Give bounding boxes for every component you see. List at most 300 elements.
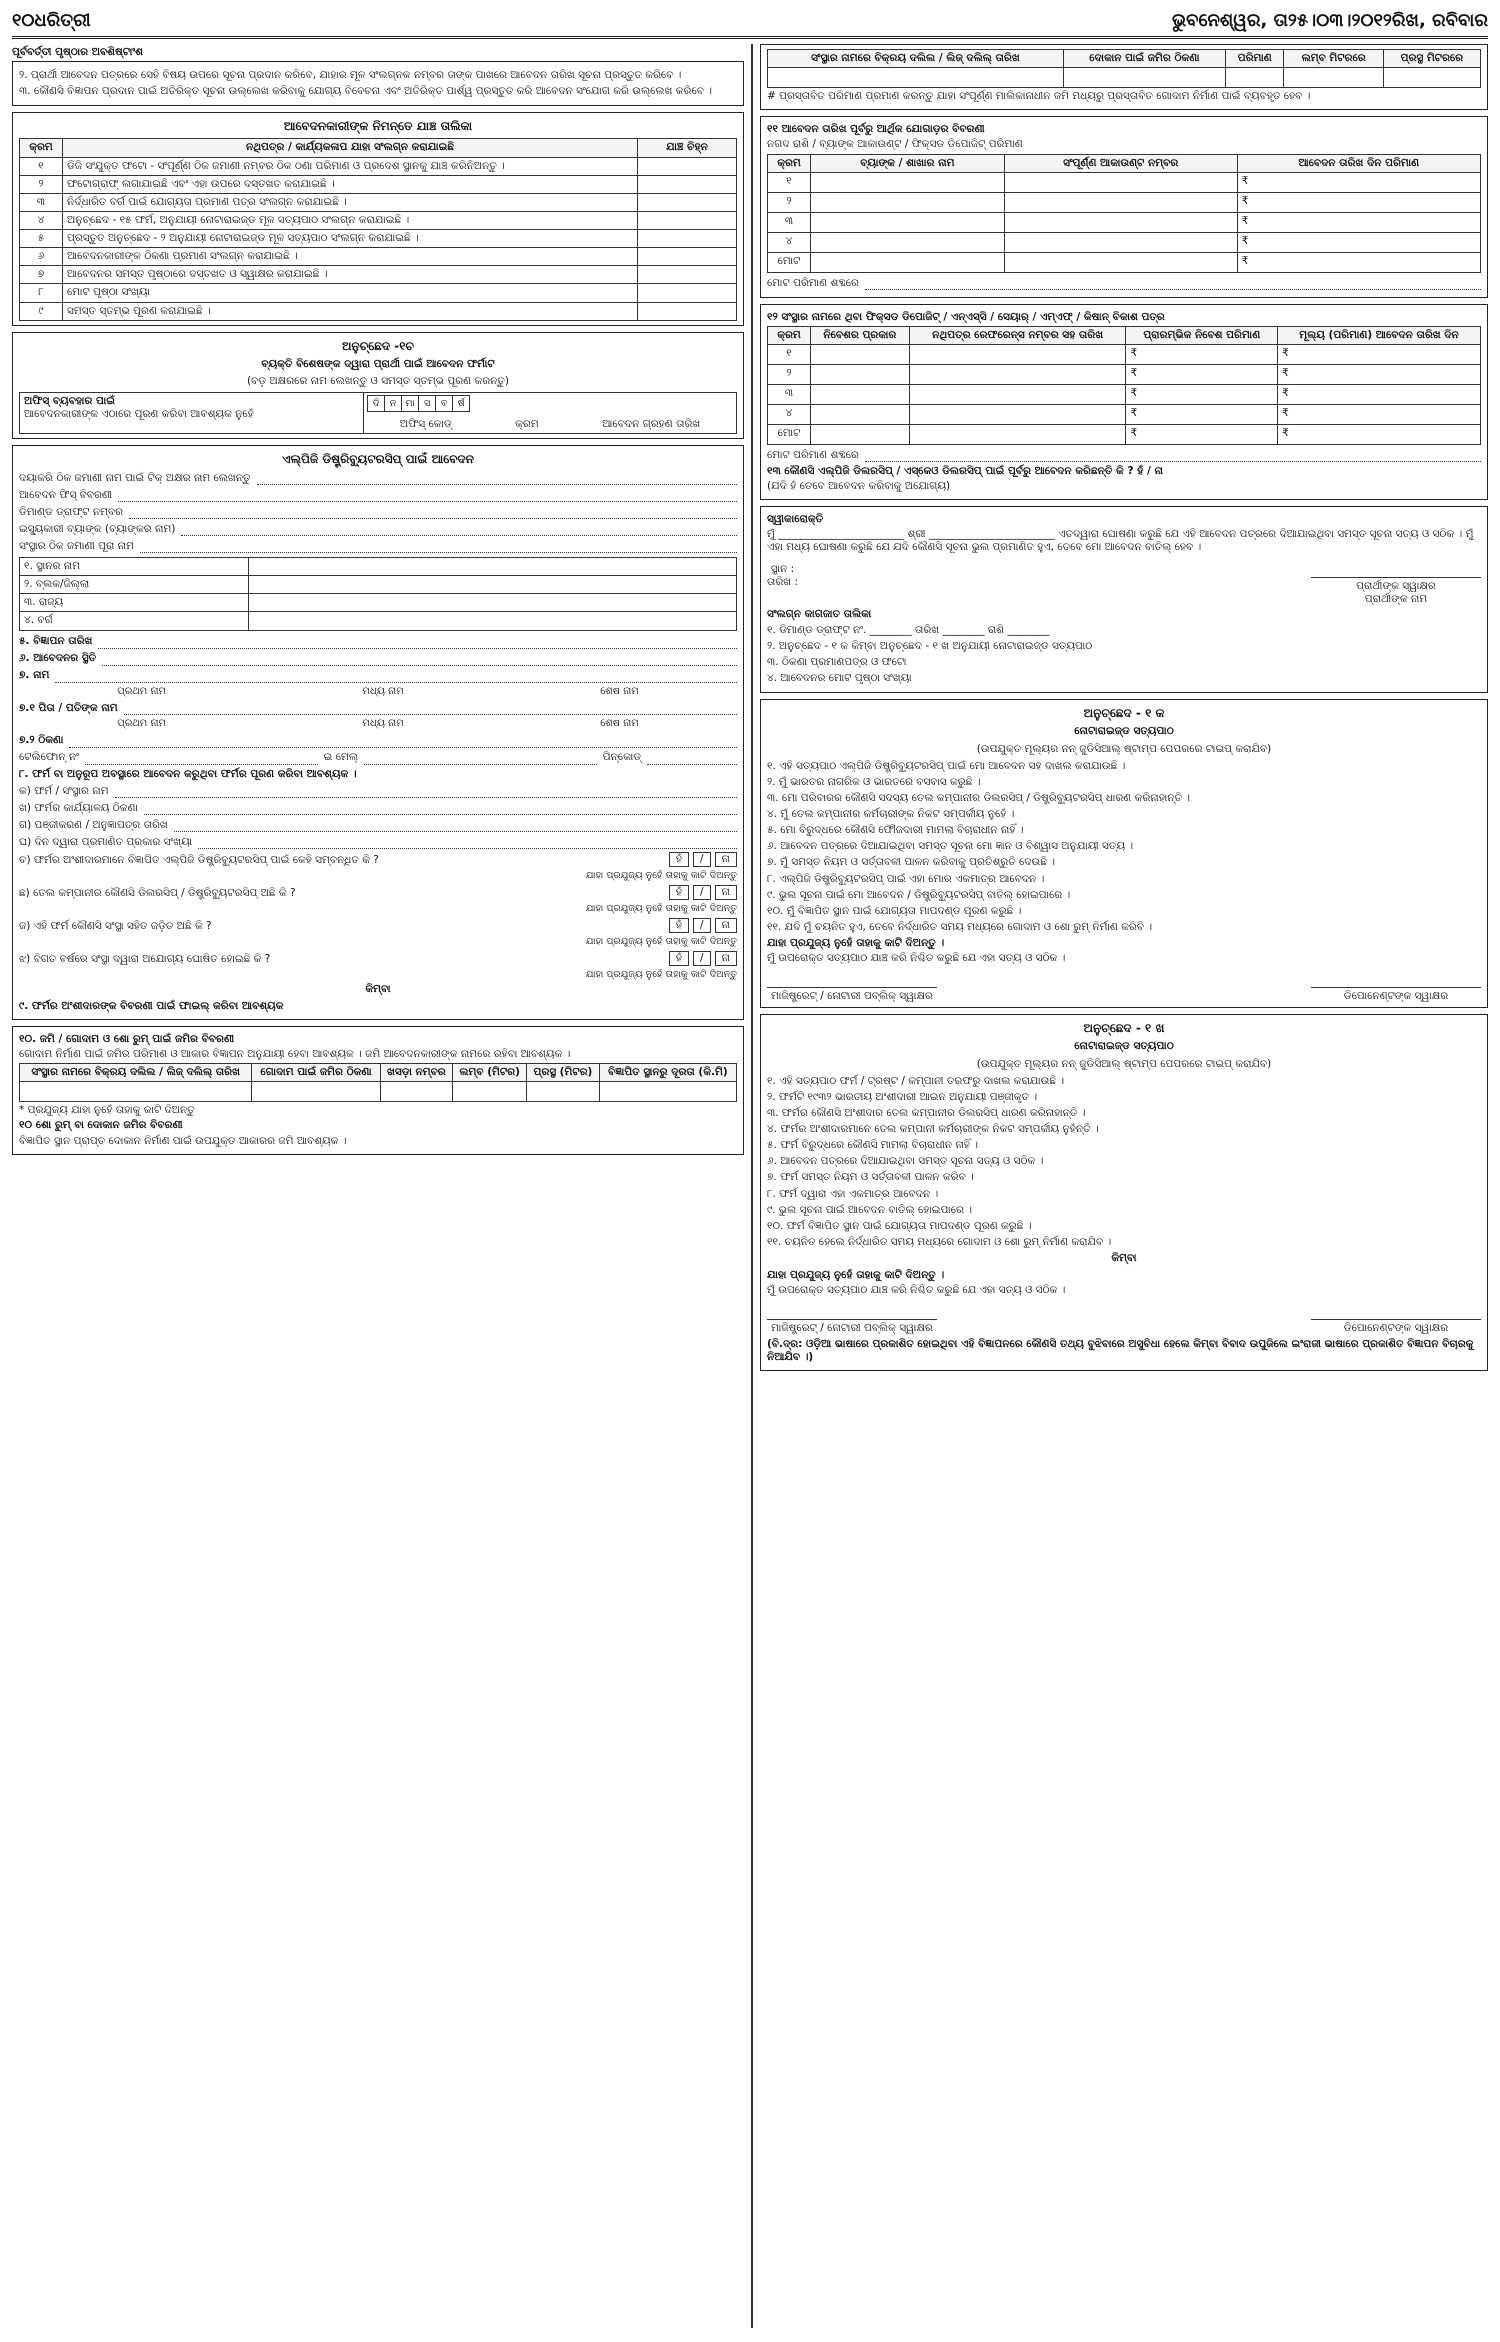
table-row [20, 558, 737, 576]
row-number: ୪ [20, 211, 63, 229]
investment-table [767, 326, 1481, 445]
application-section [12, 445, 744, 1020]
declaration-sign-row [767, 563, 1481, 606]
col-header: ଆବେଦନ ତାରିଖ ଦିନ ପରିମାଣ [1237, 154, 1480, 172]
yes-no-question [19, 852, 737, 867]
row-label: ୧. ସ୍ଥାନର ନାମ [20, 558, 249, 576]
table-row [768, 424, 1481, 444]
row-input[interactable] [249, 558, 737, 576]
yes-no-choice[interactable] [669, 951, 737, 966]
table-cell[interactable] [811, 192, 1005, 212]
receipt-label: ଆବେଦନକାରୀଙ୍କ ଏଠାରେ ପୂରଣ କରିବା ଆବଶ୍ୟକ ନୁହେଁ [24, 408, 254, 420]
or-divider: କିମ୍ବା [365, 982, 391, 995]
row-number: ମୋଟ [768, 424, 811, 444]
affidavit-a-footer: ଯାହା ପ୍ରଯୁଜ୍ୟ ନୁହେଁ ତାହାକୁ କାଟି ଦିଅନ୍ତୁ । [767, 937, 945, 949]
table-cell[interactable] [768, 68, 1064, 88]
declaration-text: ମୁଁ ________________________ ଶ୍ରୀ ________________________ ଏତଦ୍ୱାରା ଘୋଷଣା କରୁଛି ଯେ ଏହି ଆବେଦନ ପତ୍ରରେ ଦିଆଯାଇଥିବା ସମସ୍ତ ସୂଚନା ସତ୍ୟ ଓ ସଠିକ । ମୁଁ ଏହା ମଧ୍ୟ ଘୋଷଣା କରୁଛି ଯେ ଯଦି କୌଣସି ସୂଚନା ଭୁଲ ପ୍ରମାଣିତ ହୁଏ, ତେବେ ମୋ ଆବେଦନ ବାତିଲ୍ ହେବ । [767, 528, 1474, 554]
date-box[interactable]: ବ [435, 395, 453, 412]
amount-cell[interactable]: ₹ [1278, 364, 1481, 384]
shop-land-footnote: # ପ୍ରସ୍ତାବିତ ପରିମାଣ ପ୍ରମାଣ କରନ୍ତୁ ଯାହା ସଂପୂର୍ଣ୍ଣ ମାଲିକାନାଧୀନ ଜମି ମଧ୍ୟରୁ ପ୍ରସ୍ତାବିତ ଗୋଦାମ ନିର୍ମାଣ ପାଇଁ ବ୍ୟବହୃତ ହେବ । [767, 90, 1311, 103]
form-field [19, 635, 737, 649]
name-part-label: ମଧ୍ୟ ନାମ [362, 718, 404, 729]
col-header: ପ୍ରସ୍ଥ (ମିଟର) [527, 1064, 599, 1082]
field-input[interactable] [69, 734, 737, 748]
left-column [12, 44, 744, 2328]
affidavit-clause: ୯. ଭୁଲ ସୂଚନା ପାଇଁ ଆବେଦନ ବାତିଲ୍ ହୋଇପାରେ । [767, 1203, 972, 1216]
col-header: ବ୍ୟାଙ୍କ / ଶାଖାର ନାମ [811, 154, 1005, 172]
affidavit-b-verify: ମୁଁ ଉପରୋକ୍ତ ସତ୍ୟପାଠ ଯାଞ୍ଚ କରି ନିଶ୍ଚିତ କରୁଛି ଯେ ଏହା ସତ୍ୟ ଓ ସଠିକ । [767, 1284, 1066, 1297]
yes-no-choice[interactable] [669, 852, 737, 867]
total-words-field[interactable] [865, 448, 1481, 462]
field-label: ଘ) ଦିନ ଦ୍ୱାରା ପ୍ରମାଣିତ ପ୍ରକାର ସଂଖ୍ୟା [19, 835, 193, 848]
table-row [20, 157, 737, 175]
affidavit-b-note: (ଉପଯୁକ୍ତ ମୂଲ୍ୟର ନନ୍ ଜୁଡିସିଆଲ୍ ଷ୍ଟାମ୍ପ ପେପରରେ ଟାଇପ୍ କରାଯିବ) [976, 1057, 1272, 1070]
form-field [19, 835, 737, 849]
location-table [19, 557, 737, 631]
amount-cell[interactable]: ₹ [1126, 364, 1278, 384]
form-field [19, 801, 737, 815]
affidavit-clause: ୪. ଫର୍ମର ଅଂଶୀଦାରମାନେ ତେଲ କମ୍ପାନୀ କର୍ମଚାରୀଙ୍କ ନିକଟ ସମ୍ପର୍କୀୟ ନୁହଁନ୍ତି । [767, 1123, 1099, 1135]
field-label: ଗ) ପଞ୍ଜୀକରଣ / ଅନୁଜ୍ଞାପତ୍ର ତାରିଖ [19, 818, 168, 831]
choice-option[interactable]: / [693, 951, 711, 966]
name-part-label: ଶେଷ ନାମ [600, 718, 639, 729]
office-code-label: ଅଫିସ୍ କୋଡ୍ [399, 417, 452, 430]
col-header: ବିଜ୍ଞାପିତ ସ୍ଥାନରୁ ଦୂରତା (କି.ମି) [599, 1064, 736, 1082]
field-input[interactable] [102, 652, 737, 666]
row-input[interactable] [249, 612, 737, 630]
amount-cell[interactable]: ₹ [1278, 404, 1481, 424]
question-text: ଛ) ତେଲ କମ୍ପାନୀର କୌଣସି ଡିଲରସିପ୍ / ଡିଷ୍ଟ୍ରିବ୍ୟୁଟରସିପ୍ ଅଛି କି ? [19, 886, 296, 899]
form-field [19, 701, 737, 715]
table-cell[interactable] [1383, 68, 1480, 88]
row-item: ପ୍ରସ୍ତୁତ ଅନୁଚ୍ଛେଦ - ୨ ଅନୁଯାୟୀ ନୋଟାରାଇଜ୍ଡ ମୂଳ ସତ୍ୟପାଠ ସଂଲଗ୍ନ କରାଯାଇଛି । [63, 230, 638, 248]
col-header: ନିବେଶର ପ୍ରକାର [811, 326, 910, 344]
table-row [768, 232, 1481, 252]
field-input[interactable] [174, 818, 737, 832]
table-row [20, 612, 737, 630]
choice-option[interactable]: ହଁ [669, 852, 689, 867]
intro-item: ୨. ପ୍ରାର୍ଥୀ ଆବେଦନ ପତ୍ରରେ ସେହି ବିଷୟ ଉପରେ ସୂଚନା ପ୍ରଦାନ କରିବେ, ଯାହାର ମୂଳ ସଂଲଗ୍ନକ ନମ୍ବର ତାଙ୍କ ପାଖରେ ଆବେଦନ ତାରିଖ ସୂଚନା ପ୍ରସ୍ତୁତ କରିବେ । [19, 69, 682, 82]
row-item: ମୋଟ ପୃଷ୍ଠା ସଂଖ୍ୟା [63, 284, 638, 302]
table-row [768, 364, 1481, 384]
row-number: ୨ [20, 175, 63, 193]
amount-cell[interactable]: ₹ [1278, 384, 1481, 404]
showroom-text: ବିଜ୍ଞାପିତ ସ୍ଥାନ ପ୍ରାପ୍ତ ଦୋକାନ ନିର୍ମାଣ ପାଇଁ ଉପଯୁକ୍ତ ଆକାରର ଜମି ଆବଶ୍ୟକ । [19, 1134, 347, 1147]
affidavit-b-subtitle: ନୋଟାରାଇଜ୍ଡ ସତ୍ୟପାଠ [1074, 1040, 1174, 1053]
signature-label: ପ୍ରାର୍ଥୀଙ୍କ ସ୍ୱାକ୍ଷର [1356, 579, 1436, 592]
check-box[interactable] [638, 266, 737, 284]
finance-table [767, 154, 1481, 273]
showroom-title: ୧୦ ଶୋ ରୁମ୍ ବା ଦୋକାନ ଜମିର ବିବରଣୀ [19, 1119, 183, 1132]
land-footnote: * ପ୍ରଯୁଜ୍ୟ ଯାହା ନୁହେଁ ତାହାକୁ କାଟି ଦିଅନ୍ତୁ [19, 1104, 195, 1117]
sign-label: ଡିପୋନେଣ୍ଟଙ୍କ ସ୍ୱାକ୍ଷର [1343, 1322, 1449, 1335]
col-header: ସଂସ୍ଥାର ନାମରେ ବିକ୍ରୟ ଦଲିଲ / ଲିଜ୍ ଦଲିଲ୍ ତାରିଖ [768, 50, 1064, 68]
field-input[interactable] [55, 669, 737, 683]
form-field [19, 818, 737, 832]
field-label: ଡିମାଣ୍ଡ ଡ୍ରାଫ୍ଟ ନମ୍ବର [19, 505, 124, 518]
amount-cell[interactable]: ₹ [1237, 172, 1480, 192]
affidavit-b-sign-row [767, 1305, 1481, 1335]
land-title: ୧୦. ଜମି / ଗୋଦାମ ଓ ଶୋ ରୁମ୍ ପାଇଁ ଜମିର ବିବରଣୀ [19, 1032, 235, 1045]
office-use-table [19, 392, 737, 434]
affidavit-a-note: (ଉପଯୁକ୍ତ ମୂଲ୍ୟର ନନ୍ ଜୁଡିସିଆଲ୍ ଷ୍ଟାମ୍ପ ପେପରରେ ଟାଇପ୍ କରାଯିବ) [976, 742, 1272, 755]
row-input[interactable] [249, 576, 737, 594]
row-item: ଫଟୋଗ୍ରାଫ୍ ଲଗାଯାଇଛି ଏବଂ ଏହା ଉପରେ ଦସ୍ତଖତ କରାଯାଇଛି । [63, 175, 638, 193]
field-input[interactable] [124, 701, 737, 715]
affidavit-clause: ୯. ଭୁଲ ସୂଚନା ପାଇଁ ମୋ ଆବେଦନ / ଡିଷ୍ଟ୍ରିବ୍ୟୁଟରସିପ୍ ବାତିଲ୍ ହୋଇପାରେ । [767, 888, 1071, 901]
row-item: ଅନୁଚ୍ଛେଦ - ୧୫ ଫର୍ମ, ଅନୁଯାୟୀ ନୋଟାରାଇଜ୍ଡ ମୂଳ ସତ୍ୟପାଠ ସଂଲଗ୍ନ କରାଯାଇଛି । [63, 211, 638, 229]
finance-total-words [767, 276, 1481, 290]
date-box[interactable]: ର୍ଷ [452, 395, 470, 412]
col-header: ଦୋକାନ ପାଇଁ ଜମିର ଠିକଣା [1063, 50, 1225, 68]
enclosure-item: ୨. ଅନୁଚ୍ଛେଦ - ୧ କ କିମ୍ବା ଅନୁଚ୍ଛେଦ - ୧ ଖ ଅନୁଯାୟୀ ନୋଟାରାଇଜ୍ଡ ସତ୍ୟପାଠ [767, 640, 1093, 652]
affidavit-clause: ୨. ଫର୍ମଟି ୧୯୩୨ ଭାରତୀୟ ଅଂଶୀଦାରୀ ଆଇନ ଅନୁଯାୟୀ ପଞ୍ଜୀକୃତ । [767, 1090, 1038, 1103]
question-text: ଝ) ବିଗତ ବର୍ଷରେ ସଂସ୍ଥା ଦ୍ୱାରା ଅଯୋଗ୍ୟ ଘୋଷିତ ହୋଇଛି କି ? [19, 952, 271, 965]
row-label: ୩. ରାଜ୍ୟ [20, 594, 249, 612]
table-cell[interactable] [811, 212, 1005, 232]
table-cell[interactable] [599, 1082, 736, 1102]
date-box[interactable]: ଦି [367, 395, 385, 412]
email-field[interactable] [364, 751, 597, 765]
table-row [20, 302, 737, 320]
choice-option[interactable]: ନା [715, 852, 737, 867]
signature-line[interactable] [767, 973, 937, 988]
shop-land-table [767, 49, 1481, 88]
choice-option[interactable]: ହଁ [669, 918, 689, 933]
date-box[interactable]: ସ [418, 395, 436, 412]
form-field [19, 669, 737, 683]
amount-cell[interactable]: ₹ [1126, 424, 1278, 444]
row-label: ୪. ବର୍ଗ [20, 612, 249, 630]
table-row [768, 384, 1481, 404]
affidavit-clause: ୬. ଆବେଦନ ପତ୍ରରେ ଦିଆଯାଇଥିବା ସମସ୍ତ ସୂଚନା ସତ୍ୟ ଓ ସଠିକ । [767, 1155, 1044, 1168]
affidavit-clause: ୩. ଫର୍ମର କୌଣସି ଅଂଶୀଦାର ତେଲ କମ୍ପାନୀର ଡିଲରସିପ୍ ଧାରଣ କରିନାହାନ୍ତି । [767, 1106, 1086, 1119]
enclosure-item: ୧. ଡିମାଣ୍ଡ ଡ୍ରାଫ୍ଟ ନଂ. ________ ତାରିଖ ________ ରାଶି ________ [767, 623, 1050, 636]
row-item: ନିର୍ଦ୍ଧାରିତ ବର୍ଗ ପାଇଁ ଯୋଗ୍ୟତା ପ୍ରମାଣ ପତ୍ର ସଂଲଗ୍ନ କରାଯାଇଛି । [63, 193, 638, 211]
affidavit-clause: ୧୧. ଚୟନିତ ହେଲେ ନିର୍ଦ୍ଧାରିତ ସମୟ ମଧ୍ୟରେ ଗୋଦାମ ଓ ଶୋ ରୁମ୍ ନିର୍ମାଣ କରାଯିବ । [767, 1235, 1112, 1248]
annex-subtitle: ବ୍ୟକ୍ତି ବିଶେଷଙ୍କ ଦ୍ୱାରା ପ୍ରାର୍ଥୀ ପାଇଁ ଆବେଦନ ଫର୍ମାଟ [261, 357, 495, 370]
question-text: ଜ) ଏହି ଫର୍ମ କୌଣସି ସଂସ୍ଥା ସହିତ ଜଡ଼ିତ ଅଛି କି ? [19, 919, 212, 932]
table-cell[interactable] [1226, 68, 1284, 88]
row-number: ୩ [20, 193, 63, 211]
row-item: ସମସ୍ତ ସ୍ତମ୍ଭ ପୂରଣ କରାଯାଇଛି । [63, 302, 638, 320]
col-header: ଯାଞ୍ଚ ଚିହ୍ନ [638, 139, 737, 157]
table-row [768, 172, 1481, 192]
affidavit-clause: ୧୦. ମୁଁ ବିଜ୍ଞାପିତ ସ୍ଥାନ ପାଇଁ ଯୋଗ୍ୟତା ମାପଦଣ୍ଡ ପୂରଣ କରୁଛି । [767, 904, 1022, 917]
row-number: ୯ [20, 302, 63, 320]
land-table [19, 1063, 737, 1102]
row-number: ୨ [768, 192, 811, 212]
choice-option[interactable]: / [693, 885, 711, 900]
row-number: ୩ [768, 212, 811, 232]
enclosure-item: ୪. ଆବେଦନର ମୋଟ ପୃଷ୍ଠା ସଂଖ୍ୟା [767, 672, 912, 685]
telephone-label: ଟେଲିଫୋନ୍ ନଂ [19, 751, 79, 764]
choice-option[interactable]: ହଁ [669, 951, 689, 966]
received-date-label: ଆବେଦନ ଗ୍ରହଣ ତାରିଖ [602, 417, 701, 430]
table-cell[interactable] [811, 344, 910, 364]
check-box[interactable] [638, 248, 737, 266]
checklist-title: ଆବେଦନକାରୀଙ୍କ ନିମନ୍ତେ ଯାଞ୍ଚ ତାଲିକା [283, 119, 473, 134]
row-number: ୫ [20, 230, 63, 248]
annex-section [12, 332, 744, 439]
check-box[interactable] [638, 230, 737, 248]
investment-total-words [767, 448, 1481, 462]
checklist-section [12, 112, 744, 325]
row-item: ଡିଜି ସଂଯୁକ୍ତ ଫଟୋ - ସଂପୂର୍ଣ୍ଣ ଠିକ ଜମାଣୀ ନମ୍ବର ଠିକ ଠଣା ପରିମାଣ ଓ ପ୍ରଦେଶ ସ୍ଥାନକୁ ଯାଞ୍ଚ କରିନିଅନ୍ତୁ । [63, 157, 638, 175]
total-words-label: ମୋଟ ପରିମାଣ ଶବ୍ଦରେ [767, 448, 859, 461]
row-label: ୨. ବ୍ଲକ/ଜିଲ୍ଲା [20, 576, 249, 594]
dateline: ଭୁବନେଶ୍ୱର, ତା୨୫।୦୩।୨୦୧୨ରିଖ, ରବିବାର [1172, 9, 1488, 31]
affidavit-clause: ୧. ଏହି ସତ୍ୟପାଠ ଫର୍ମ / ଟ୍ରଷ୍ଟ / କମ୍ପାନୀ ତରଫରୁ ଦାଖଲ କରାଯାଉଛି । [767, 1074, 1065, 1087]
col-header: ନଥିପତ୍ର / କାର୍ଯ୍ୟକଳାପ ଯାହା ସଂଲଗ୍ନ କରାଯାଇଛି [63, 139, 638, 157]
affidavit-clause: ୫. ଫର୍ମ ବିରୁଦ୍ଧରେ କୌଣସି ମାମଲା ବିଚାରାଧୀନ ନାହିଁ । [767, 1139, 978, 1152]
table-row [20, 266, 737, 284]
table-row [768, 404, 1481, 424]
row-input[interactable] [249, 594, 737, 612]
row-number: ୮ [20, 284, 63, 302]
declaration-title: ସ୍ୱୀକାରୋକ୍ତି [767, 513, 824, 526]
checklist-table [19, 138, 737, 320]
table-cell[interactable] [811, 172, 1005, 192]
serial-label: କ୍ରମ [515, 417, 539, 430]
col-header: ନଥିପତ୍ର ରେଫରେନ୍ସ ନମ୍ବର ସହ ତାରିଖ [909, 326, 1126, 344]
form-field [19, 539, 737, 553]
date-label: ତାରିଖ : [767, 575, 799, 588]
table-row [20, 576, 737, 594]
row-number: ୧ [768, 172, 811, 192]
amount-cell[interactable]: ₹ [1237, 232, 1480, 252]
land-text: ଗୋଦାମ ନିର୍ମାଣ ପାଇଁ ଜମିର ପରିମାଣ ଓ ଆକାର ବିଜ୍ଞାପନ ଅନୁଯାୟୀ ହେବା ଆବଶ୍ୟକ । ଜମି ଆବେଦନକାରୀଙ୍କ ନାମରେ ରହିବା ଆବଶ୍ୟକ । [19, 1048, 571, 1060]
place-label: ସ୍ଥାନ : [770, 562, 795, 575]
affidavit-clause: ୮. ଏଲ୍‌ପିଜି ଡିଷ୍ଟ୍ରିବ୍ୟୁଟରସିପ୍ ପାଇଁ ଏହା ମୋର ଏକମାତ୍ର ଆବେଦନ । [767, 872, 1045, 885]
col-header: ସଂପୂର୍ଣ୍ଣ ଆକାଉଣ୍ଟ ନମ୍ବର [1004, 154, 1237, 172]
table-cell[interactable] [909, 384, 1126, 404]
pincode-field[interactable] [647, 751, 737, 765]
table-cell[interactable] [1284, 68, 1383, 88]
affidavit-b-title: ଅନୁଚ୍ଛେଦ - ୧ ଖ [1083, 1021, 1165, 1036]
row-item: ଆବେଦନର ସମସ୍ତ ପୃଷ୍ଠାରେ ଦସ୍ତଖତ ଓ ସ୍ୱାକ୍ଷର କରାଯାଇଛି । [63, 266, 638, 284]
field-label: କ) ଫର୍ମ / ସଂସ୍ଥାର ନାମ [19, 784, 109, 797]
affidavit-b-footer: ଯାହା ପ୍ରଯୁଜ୍ୟ ନୁହେଁ ତାହାକୁ କାଟି ଦିଅନ୍ତୁ । [767, 1269, 945, 1282]
col-header: ଲମ୍ବ (ମିଟର) [453, 1064, 527, 1082]
name-label: ପ୍ରାର୍ଥୀଙ୍କ ନାମ [1364, 592, 1428, 605]
table-cell[interactable] [1004, 252, 1237, 272]
choice-option[interactable]: ନା [715, 918, 737, 933]
table-row [20, 193, 737, 211]
col-header: ପରିମାଣ [1226, 50, 1284, 68]
amount-cell[interactable]: ₹ [1278, 344, 1481, 364]
intro-section [12, 61, 744, 106]
col-header: ଗୋଦାମ ପାଇଁ ଜମିର ଠିକଣା [252, 1064, 380, 1082]
table-cell[interactable] [811, 384, 910, 404]
choice-option[interactable]: ନା [715, 885, 737, 900]
affidavit-clause: ୫. ମୋ ବିରୁଦ୍ଧରେ କୌଣସି ଫୌଜଦାରୀ ମାମଲା ବିଚାରାଧୀନ ନାହିଁ । [767, 824, 1024, 837]
received-date-boxes[interactable] [368, 395, 470, 412]
amount-cell[interactable]: ₹ [1126, 384, 1278, 404]
partnership-note: ୮. ଫର୍ମ ବା ଅନୁରୂପ ଅବସ୍ଥାରେ ଆବେଦନ କରୁଥିବା ଫର୍ମର ପୂରଣ କରିବା ଆବଶ୍ୟକ । [19, 767, 357, 780]
enclosure-item: ୩. ଠିକଣା ପ୍ରମାଣପତ୍ର ଓ ଫଟୋ [767, 656, 907, 669]
amount-cell[interactable]: ₹ [1237, 212, 1480, 232]
yes-no-choice[interactable] [669, 885, 737, 900]
field-label: ଖ) ଫର୍ମର କାର୍ଯ୍ୟାଳୟ ଠିକଣା [19, 801, 138, 814]
finance-section [760, 116, 1488, 297]
field-input[interactable] [181, 522, 737, 536]
check-box[interactable] [638, 211, 737, 229]
yes-no-question [19, 885, 737, 900]
col-header: ସଂସ୍ଥାର ନାମରେ ବିକ୍ରୟ ଦଲିଲ / ଲିଜ୍ ଦଲିଲ୍ ତାରିଖ [20, 1064, 252, 1082]
signature-line[interactable] [1311, 1305, 1481, 1320]
table-row [768, 192, 1481, 212]
field-input[interactable] [129, 505, 737, 519]
field-label: ୬. ଆବେଦନର ସ୍ଥିତି [19, 652, 97, 665]
page-header [12, 6, 1488, 39]
table-cell[interactable] [252, 1082, 380, 1102]
table-cell[interactable] [909, 344, 1126, 364]
check-box[interactable] [638, 193, 737, 211]
question-13-note: (ଯଦି ହଁ ତେବେ ଆବେଦନ କରିବାକୁ ଅଯୋଗ୍ୟ) [767, 480, 951, 492]
answer-hint: ଯାହା ପ୍ରଯୁଜ୍ୟ ନୁହେଁ ତାହାକୁ କାଟି ଦିଅନ୍ତୁ [585, 935, 737, 947]
question-text: ଚ) ଫର୍ମର ଅଂଶୀଦାରମାନେ ବିଜ୍ଞାପିତ ଏଲ୍‌ପିଜି ଡିଷ୍ଟ୍ରିବ୍ୟୁଟରସିପ୍ ପାଇଁ କେହି ସମ୍ବନ୍ଧିତ କି ? [19, 853, 379, 866]
col-header: ଖସଡ଼ା ନମ୍ବର [380, 1064, 452, 1082]
check-box[interactable] [638, 284, 737, 302]
table-cell[interactable] [811, 232, 1005, 252]
choice-option[interactable]: / [693, 918, 711, 933]
name-part-label: ଶେଷ ନାମ [600, 685, 639, 697]
table-row [20, 248, 737, 266]
enclosure-title: ସଂଲଗ୍ନ କାଗଜାତ ତାଲିକା [767, 607, 872, 620]
annex-note: (ବଡ଼ ଅକ୍ଷରରେ ନାମ ଲେଖନ୍ତୁ ଓ ସମସ୍ତ ସ୍ତମ୍ଭ ପୂରଣ କରନ୍ତୁ) [247, 374, 509, 387]
form-field [19, 652, 737, 666]
finance-title: ୧୧ ଆବେଦନ ତାରିଖ ପୂର୍ବରୁ ଆର୍ଥିକ ଯୋଗାଡ଼ର ବିବରଣୀ [767, 123, 985, 136]
affidavit-b-section [760, 1014, 1488, 1370]
check-box[interactable] [638, 302, 737, 320]
choice-option[interactable]: ନା [715, 951, 737, 966]
form-field [19, 522, 737, 536]
field-label: ୭. ନାମ [19, 669, 50, 682]
table-cell[interactable] [1063, 68, 1225, 88]
row-number: ୧ [20, 157, 63, 175]
yes-no-choice[interactable] [669, 918, 737, 933]
telephone-field[interactable] [85, 751, 318, 765]
affidavit-a-subtitle: ନୋଟାରାଇଜ୍ଡ ସତ୍ୟପାଠ [1074, 725, 1174, 738]
row-number: ୧ [768, 344, 811, 364]
amount-cell[interactable]: ₹ [1237, 252, 1480, 272]
amount-cell[interactable]: ₹ [1278, 424, 1481, 444]
row-item: ଆବେଦନକାରୀଙ୍କ ଠିକଣା ପ୍ରମାଣ ସଂଲଗ୍ନ କରାଯାଇଛି । [63, 248, 638, 266]
signature-line[interactable] [767, 1305, 937, 1320]
row-number: ୪ [768, 232, 811, 252]
affidavit-clause: ୭. ଫର୍ମ ସମସ୍ତ ନିୟମ ଓ ସର୍ତ୍ତାବଳୀ ପାଳନ କରିବ । [767, 1171, 974, 1184]
table-cell[interactable] [1004, 232, 1237, 252]
field-input[interactable] [257, 471, 737, 485]
table-cell[interactable] [909, 364, 1126, 384]
or-divider: କିମ୍ବା [1111, 1252, 1137, 1264]
name-part-label: ପ୍ରଥମ ନାମ [117, 685, 166, 697]
table-cell[interactable] [1004, 212, 1237, 232]
amount-cell[interactable]: ₹ [1126, 404, 1278, 424]
right-column [760, 44, 1488, 2328]
bottom-note: (ବି.ଦ୍ର: ଓଡ଼ିଆ ଭାଷାରେ ପ୍ରକାଶିତ ହୋଇଥିବା ଏହି ବିଜ୍ଞାପନରେ କୌଣସି ତଥ୍ୟ ବୁଝିବାରେ ଅସୁବିଧା ହେଲେ କିମ୍ବା ବିବାଦ ଉପୁଜିଲେ ଇଂରାଜୀ ଭାଷାରେ ପ୍ରକାଶିତ ବିଜ୍ଞାପନ ବିଚାରକୁ ନିଆଯିବ ।) [767, 1337, 1474, 1363]
form-field [19, 734, 737, 748]
office-use-label: ଅଫିସ୍ ବ୍ୟବହାର ପାଇଁ [24, 394, 115, 407]
amount-cell[interactable]: ₹ [1126, 344, 1278, 364]
row-number: ୬ [20, 248, 63, 266]
form-field [19, 505, 737, 519]
table-cell[interactable] [1004, 172, 1237, 192]
table-cell[interactable] [527, 1082, 599, 1102]
check-box[interactable] [638, 157, 737, 175]
table-cell[interactable] [453, 1082, 527, 1102]
affidavit-clause: ୧୧. ଯଦି ମୁଁ ଚୟନିତ ହୁଏ, ତେବେ ନିର୍ଦ୍ଧାରିତ ସମୟ ମଧ୍ୟରେ ଗୋଦାମ ଓ ଶୋ ରୁମ୍ ନିର୍ମାଣ କରିବି । [767, 920, 1153, 933]
date-box[interactable]: ନ [384, 395, 402, 412]
affidavit-clause: ୬. ଆବେଦନ ପତ୍ରରେ ଦିଆଯାଇଥିବା ସମସ୍ତ ସୂଚନା ମୋ ଜ୍ଞାନ ଓ ବିଶ୍ୱାସ ଅନୁଯାୟୀ ସତ୍ୟ । [767, 840, 1134, 853]
pincode-label: ପିନ୍‌କୋଡ୍ [602, 751, 642, 764]
address-contact-row [19, 751, 737, 765]
table-row [20, 175, 737, 193]
table-cell[interactable] [909, 424, 1126, 444]
table-cell[interactable] [811, 404, 910, 424]
row-number: ୨ [768, 364, 811, 384]
finance-subtitle: ନଗଦ ରାଶି / ବ୍ୟାଙ୍କ ଆକାଉଣ୍ଟ / ଫିକ୍ସଡ ଡିପୋଜିଟ୍ ପରିମାଣ [767, 138, 1023, 151]
field-label: ଆବେଦନ ଫିସ୍ ବିବରଣୀ [19, 488, 113, 501]
affidavit-clause: ୨. ମୁଁ ଭାରତର ନାଗରିକ ଓ ଭାରତରେ ବସବାସ କରୁଛି । [767, 775, 981, 788]
affidavit-a-verify: ମୁଁ ଉପରୋକ୍ତ ସତ୍ୟପାଠ ଯାଞ୍ଚ କରି ନିଶ୍ଚିତ କରୁଛି ଯେ ଏହା ସତ୍ୟ ଓ ସଠିକ । [767, 952, 1066, 965]
field-input[interactable] [144, 801, 737, 815]
table-cell[interactable] [811, 364, 910, 384]
form-field [19, 471, 737, 485]
field-label: ଦୟାକରି ଠିକ ଜମାଣୀ ନାମ ପାଇଁ ଟିକ୍ ଅକ୍ଷର ନାମ ଲେଖନ୍ତୁ [19, 471, 251, 484]
choice-option[interactable]: ହଁ [669, 885, 689, 900]
field-input[interactable] [98, 635, 737, 649]
answer-hint: ଯାହା ପ୍ରଯୁଜ୍ୟ ନୁହେଁ ତାହାକୁ କାଟି ଦିଅନ୍ତୁ [585, 968, 737, 980]
date-box[interactable]: ମା [401, 395, 419, 412]
table-cell[interactable] [1004, 192, 1237, 212]
continuation-label: ପୂର୍ବବର୍ତ୍ତୀ ପୃଷ୍ଠାର ଅବଶିଷ୍ଟାଂଶ [12, 46, 143, 58]
table-cell[interactable] [811, 424, 910, 444]
affidavit-clause: ୮. ଫର୍ମ ଦ୍ୱାରା ଏହା ଏକମାତ୍ର ଆବେଦନ । [767, 1187, 939, 1200]
field-label: ଇସ୍ୟୁକାରୀ ବ୍ୟାଙ୍କ (ବ୍ୟାଙ୍କର ନାମ) [19, 522, 176, 535]
field-input[interactable] [115, 784, 737, 798]
table-cell[interactable] [380, 1082, 452, 1102]
total-words-field[interactable] [865, 276, 1481, 290]
amount-cell[interactable]: ₹ [1237, 192, 1480, 212]
section-9: ୯. ଫର୍ମର ଅଂଶୀଦାରଙ୍କ ବିବରଣୀ ପାଇଁ ଫାଇଲ୍ କରିବା ଆବଶ୍ୟକ [19, 999, 284, 1012]
signature-line[interactable] [1311, 563, 1481, 578]
row-number: ମୋଟ [768, 252, 811, 272]
signature-line[interactable] [1311, 973, 1481, 988]
intro-item: ୩. କୌଣସି ବିଜ୍ଞାପନ ପ୍ରଦାନ ପାଇଁ ଅତିରିକ୍ତ ସୂଚନା ଉଲ୍ଲେଖ କରିବାକୁ ଯୋଗ୍ୟ ବିବେଚନା ଏବଂ ଅତିରିକ୍ତ ପାର୍ଶ୍ୱ ପ୍ରସ୍ତୁତ କରି ଆବେଦନ ସଂଯୋଗ କରି ଉଲ୍ଲେଖ କରିବେ । [19, 85, 712, 98]
row-number: ୪ [768, 404, 811, 424]
field-input[interactable] [118, 488, 737, 502]
total-words-label: ମୋଟ ପରିମାଣ ଶବ୍ଦରେ [767, 276, 859, 289]
col-header: କ୍ରମ [768, 326, 811, 344]
col-header: ଲମ୍ବ ମିଟରରେ [1284, 50, 1383, 68]
name-parts [19, 718, 737, 731]
choice-option[interactable]: / [693, 852, 711, 867]
table-cell[interactable] [811, 252, 1005, 272]
field-label: ୭.୧ ପିତା / ପତିଙ୍କ ନାମ [19, 701, 118, 714]
field-input[interactable] [140, 539, 737, 553]
col-header: ପ୍ରାରମ୍ଭିକ ନିବେଶ ପରିମାଣ [1126, 326, 1278, 344]
check-box[interactable] [638, 175, 737, 193]
table-cell[interactable] [909, 404, 1126, 424]
declaration-section [760, 506, 1488, 693]
field-input[interactable] [198, 835, 737, 849]
col-header: କ୍ରମ [20, 139, 63, 157]
name-parts [19, 686, 737, 699]
table-cell[interactable] [20, 1082, 252, 1102]
sign-label: ଡିପୋନେଣ୍ଟଙ୍କ ସ୍ୱାକ୍ଷର [1343, 990, 1449, 1003]
